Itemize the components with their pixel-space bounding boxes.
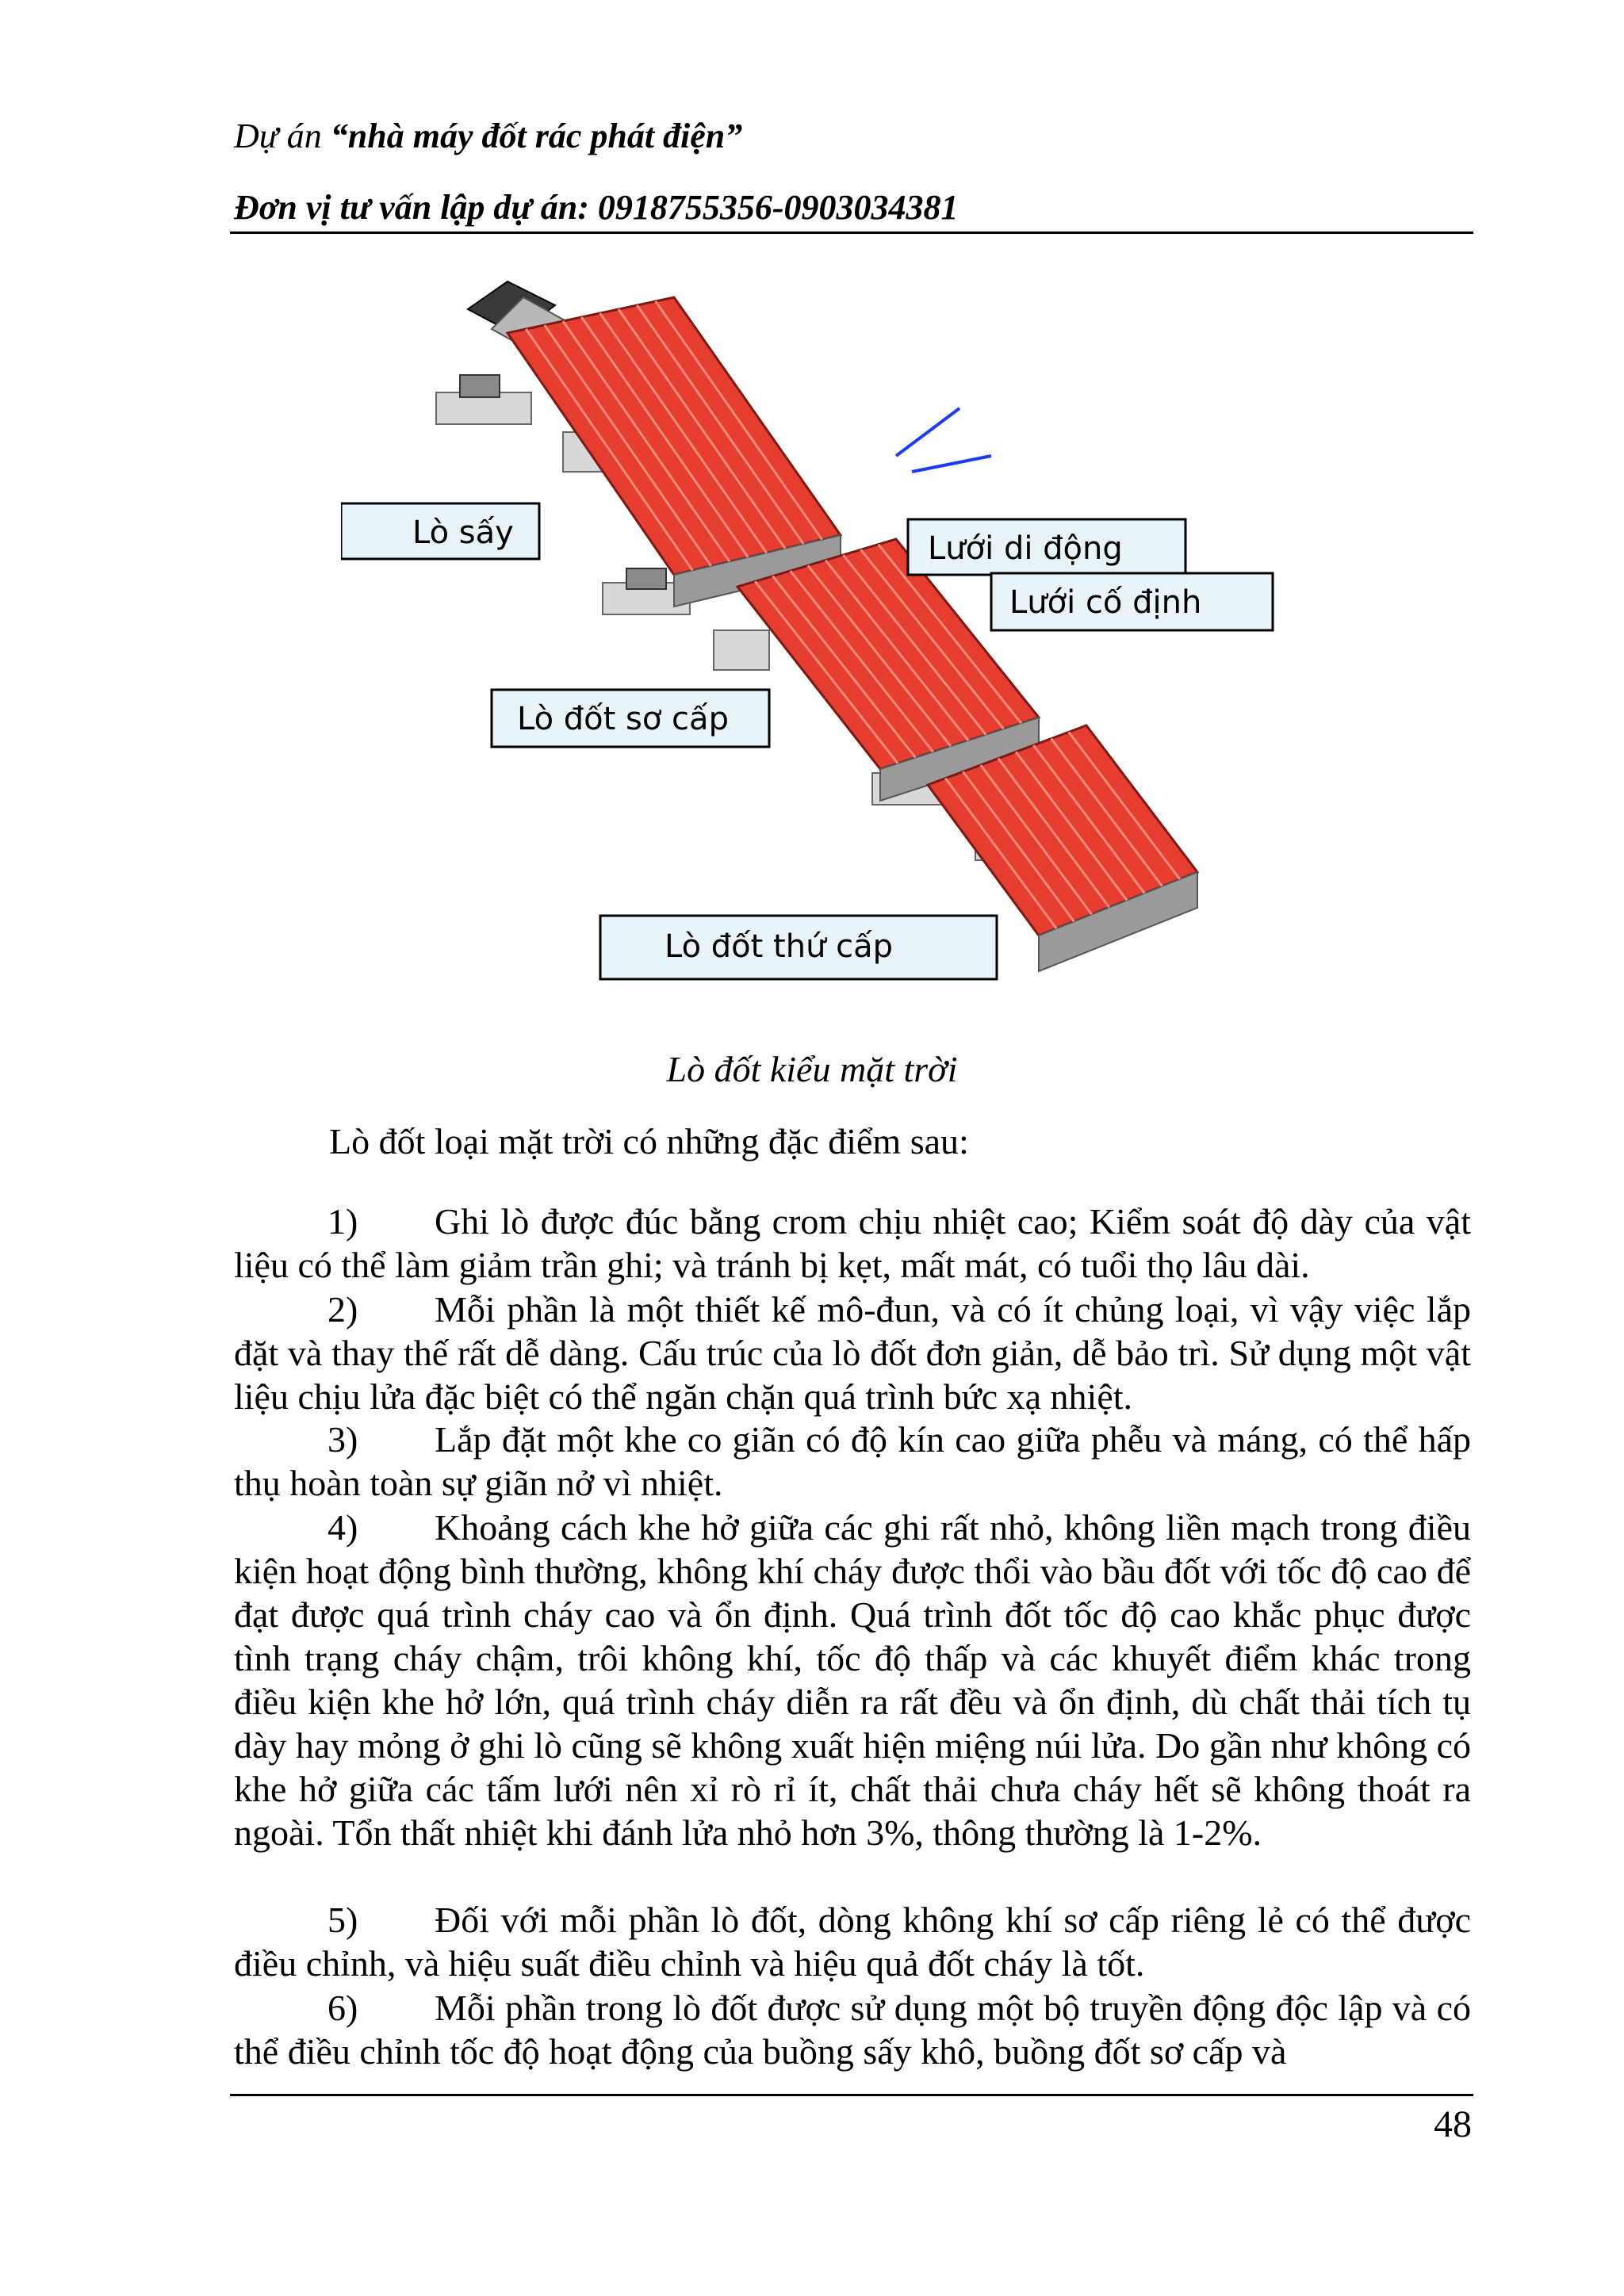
list-item-text: Mỗi phần trong lò đốt được sử dụng một bộ truyền động độc lập và có thể điều chỉnh tốc độ hoạt động của buồng sấy khô, buồng đốt sơ cấp và: [234, 1988, 1471, 2072]
label-moving-grate-text: Lưới di động: [928, 530, 1123, 567]
page-number: 48: [1434, 2103, 1472, 2145]
header-project-prefix: Dự án: [234, 117, 331, 155]
intro-text: Lò đốt loại mặt trời có những đặc điểm sau:: [329, 1121, 969, 1161]
label-drying: [341, 503, 539, 559]
label-primary: [492, 690, 769, 747]
list-item-text: Mỗi phần là một thiết kế mô-đun, và có ít chủng loại, vì vậy việc lắp đặt và thay thế rất dễ dàng. Cấu trúc của lò đốt đơn giản, dễ bảo trì. Sử dụng một vật liệu chịu lửa đặc biệt có thể ngăn chặn quá trình bức xạ nhiệt.: [234, 1289, 1471, 1417]
footer-rule: [230, 2094, 1473, 2096]
list-item-number: 4): [327, 1507, 358, 1548]
list-item: [234, 1288, 1471, 1418]
label-secondary: [600, 916, 997, 979]
list-item-number: 1): [327, 1201, 358, 1242]
fixed-grate-pointer: [912, 456, 991, 472]
label-secondary-text: Lò đốt thứ cấp: [665, 928, 894, 965]
label-primary-text: Lò đốt sơ cấp: [517, 701, 729, 737]
header-consultant: [234, 190, 959, 225]
label-fixed-grate-text: Lưới cố định: [1009, 584, 1202, 621]
list-item-number: 2): [327, 1289, 358, 1330]
list-item-number: 3): [327, 1419, 358, 1460]
moving-grate-pointer: [896, 408, 959, 456]
header-project: [234, 119, 742, 154]
list-item-text: Ghi lò được đúc bằng crom chịu nhiệt cao; Kiểm soát độ dày của vật liệu có thể làm giảm trần ghi; và tránh bị kẹt, mất mát, có tuổi thọ lâu dài.: [234, 1201, 1471, 1285]
list-item: [234, 1200, 1471, 1287]
list-item-text: Khoảng cách khe hở giữa các ghi rất nhỏ, không liền mạch trong điều kiện hoạt động bình thường, không khí cháy được thổi vào bầu đốt với tốc độ cao để đạt được quá trình cháy cao và ổn định. Quá trình đốt tốc độ cao khắc phục được tình trạng cháy chậm, trôi không khí, tốc độ thấp và các khuyết điểm khác trong điều kiện khe hở lớn, quá trình cháy diễn ra rất đều và ổn định, dù chất thải tích tụ dày hay mỏng ở ghi lò cũng sẽ không xuất hiện miệng núi lửa. Do gần như không có khe hở giữa các tấm lưới nên xỉ rò rỉ ít, chất thải chưa cháy hết sẽ không thoát ra ngoài. Tổn thất nhiệt khi đánh lửa nhỏ hơn 3%, thông thường là 1-2%.: [234, 1507, 1472, 1853]
list-item: [234, 1898, 1471, 1985]
label-drying-text: Lò sấy: [412, 515, 514, 551]
list-item: [234, 1418, 1471, 1505]
list-item: [234, 1986, 1471, 2073]
header-consultant-text: Đơn vị tư vấn lập dự án: 0918755356-0903034381: [234, 188, 959, 227]
list-item-text: Lắp đặt một khe co giãn có độ kín cao giữa phễu và máng, có thể hấp thụ hoàn toàn sự giãn nở vì nhiệt.: [234, 1419, 1471, 1503]
list-item-number: 6): [327, 1988, 358, 2028]
list-item: [234, 1506, 1471, 1854]
header-rule: [230, 232, 1473, 234]
header-project-title: “nhà máy đốt rác phát điện”: [330, 117, 743, 155]
figure-caption: Lò đốt kiểu mặt trời: [666, 1049, 958, 1089]
label-fixed-grate: [991, 573, 1273, 630]
list-item-text: Đối với mỗi phần lò đốt, dòng không khí sơ cấp riêng lẻ có thể được điều chỉnh, và hiệu suất điều chỉnh và hiệu quả đốt cháy là tốt.: [234, 1900, 1471, 1984]
incinerator-figure: [341, 274, 1277, 987]
label-moving-grate: [908, 519, 1185, 575]
list-item-number: 5): [327, 1900, 358, 1940]
